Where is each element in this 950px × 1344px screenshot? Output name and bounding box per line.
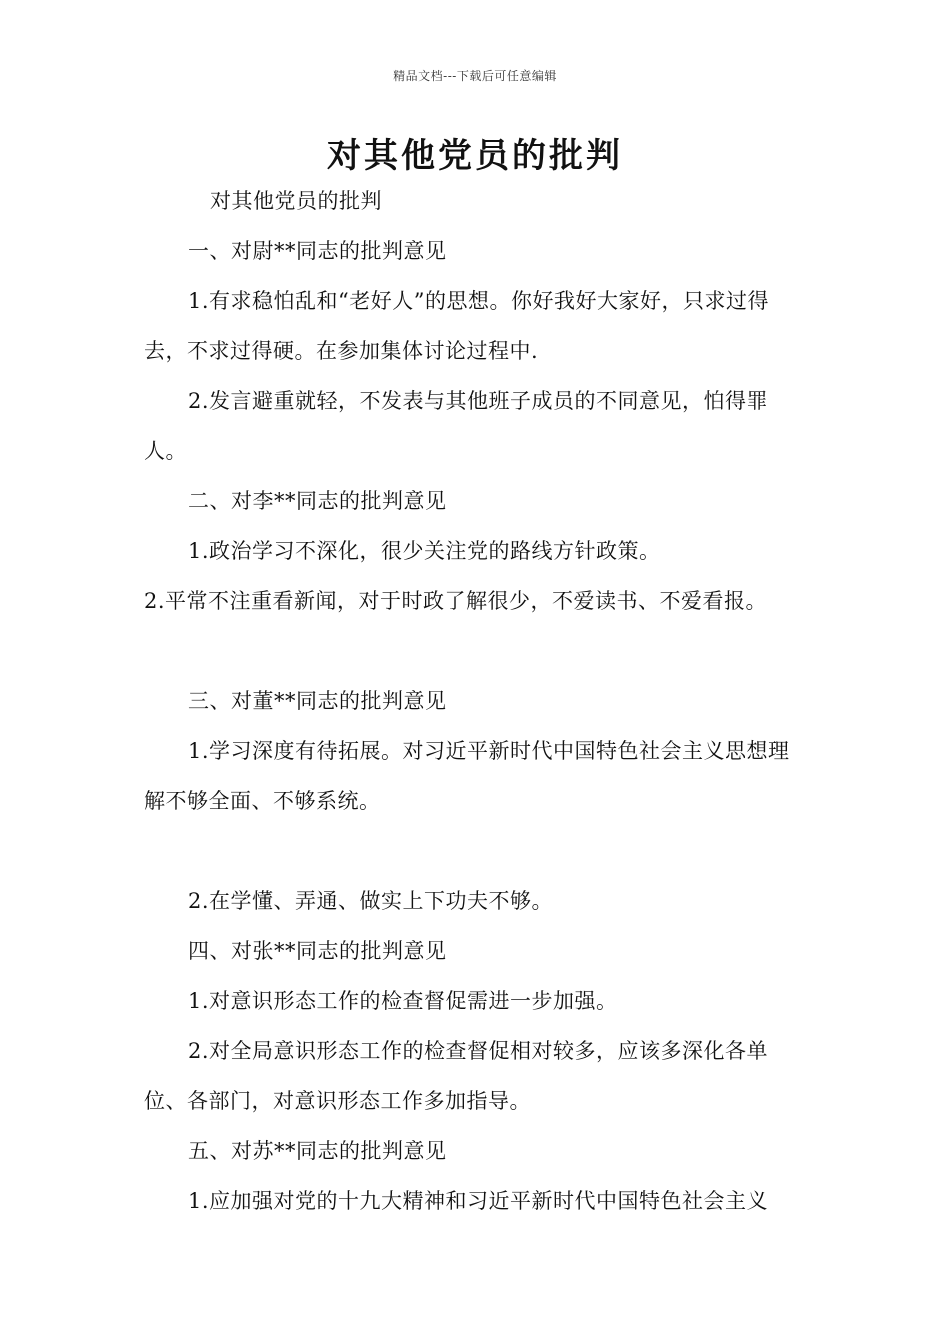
paragraph: 1.有求稳怕乱和“老好人”的思想。你好我好大家好，只求过得去，不求过得硬。在参加集体讨论过程中. — [144, 289, 770, 363]
section-heading-5: 五、对苏**同志的批判意见 — [188, 1139, 447, 1163]
blank-line — [144, 626, 808, 676]
header-note: 精品文档---下载后可任意编辑 — [393, 69, 557, 83]
paragraph: 1.应加强对党的十九大精神和习近平新时代中国特色社会主义 — [188, 1189, 769, 1213]
section-heading-3: 三、对董**同志的批判意见 — [188, 689, 447, 713]
paragraph: 1.学习深度有待拓展。对习近平新时代中国特色社会主义思想理解不够全面、不够系统。 — [144, 739, 790, 813]
paragraph: 2.在学懂、弄通、做实上下功夫不够。 — [188, 889, 554, 913]
paragraph: 2.发言避重就轻，不发表与其他班子成员的不同意见，怕得罪人。 — [144, 389, 769, 463]
document-title: 对其他党员的批判 — [327, 136, 623, 176]
paragraph: 2.平常不注重看新闻，对于时政了解很少，不爱读书、不爱看报。 — [144, 589, 768, 613]
section-heading-4: 四、对张**同志的批判意见 — [188, 939, 447, 963]
paragraph: 1.对意识形态工作的检查督促需进一步加强。 — [188, 989, 618, 1013]
document-body — [144, 176, 808, 1226]
paragraph: 1.政治学习不深化，很少关注党的路线方针政策。 — [188, 539, 661, 563]
blank-line — [144, 826, 808, 876]
subtitle-paragraph: 对其他党员的批判 — [210, 189, 382, 213]
section-heading-1: 一、对尉**同志的批判意见 — [188, 239, 447, 263]
paragraph: 2.对全局意识形态工作的检查督促相对较多，应该多深化各单位、各部门，对意识形态工作多加指导。 — [144, 1039, 769, 1113]
section-heading-2: 二、对李**同志的批判意见 — [188, 489, 447, 513]
